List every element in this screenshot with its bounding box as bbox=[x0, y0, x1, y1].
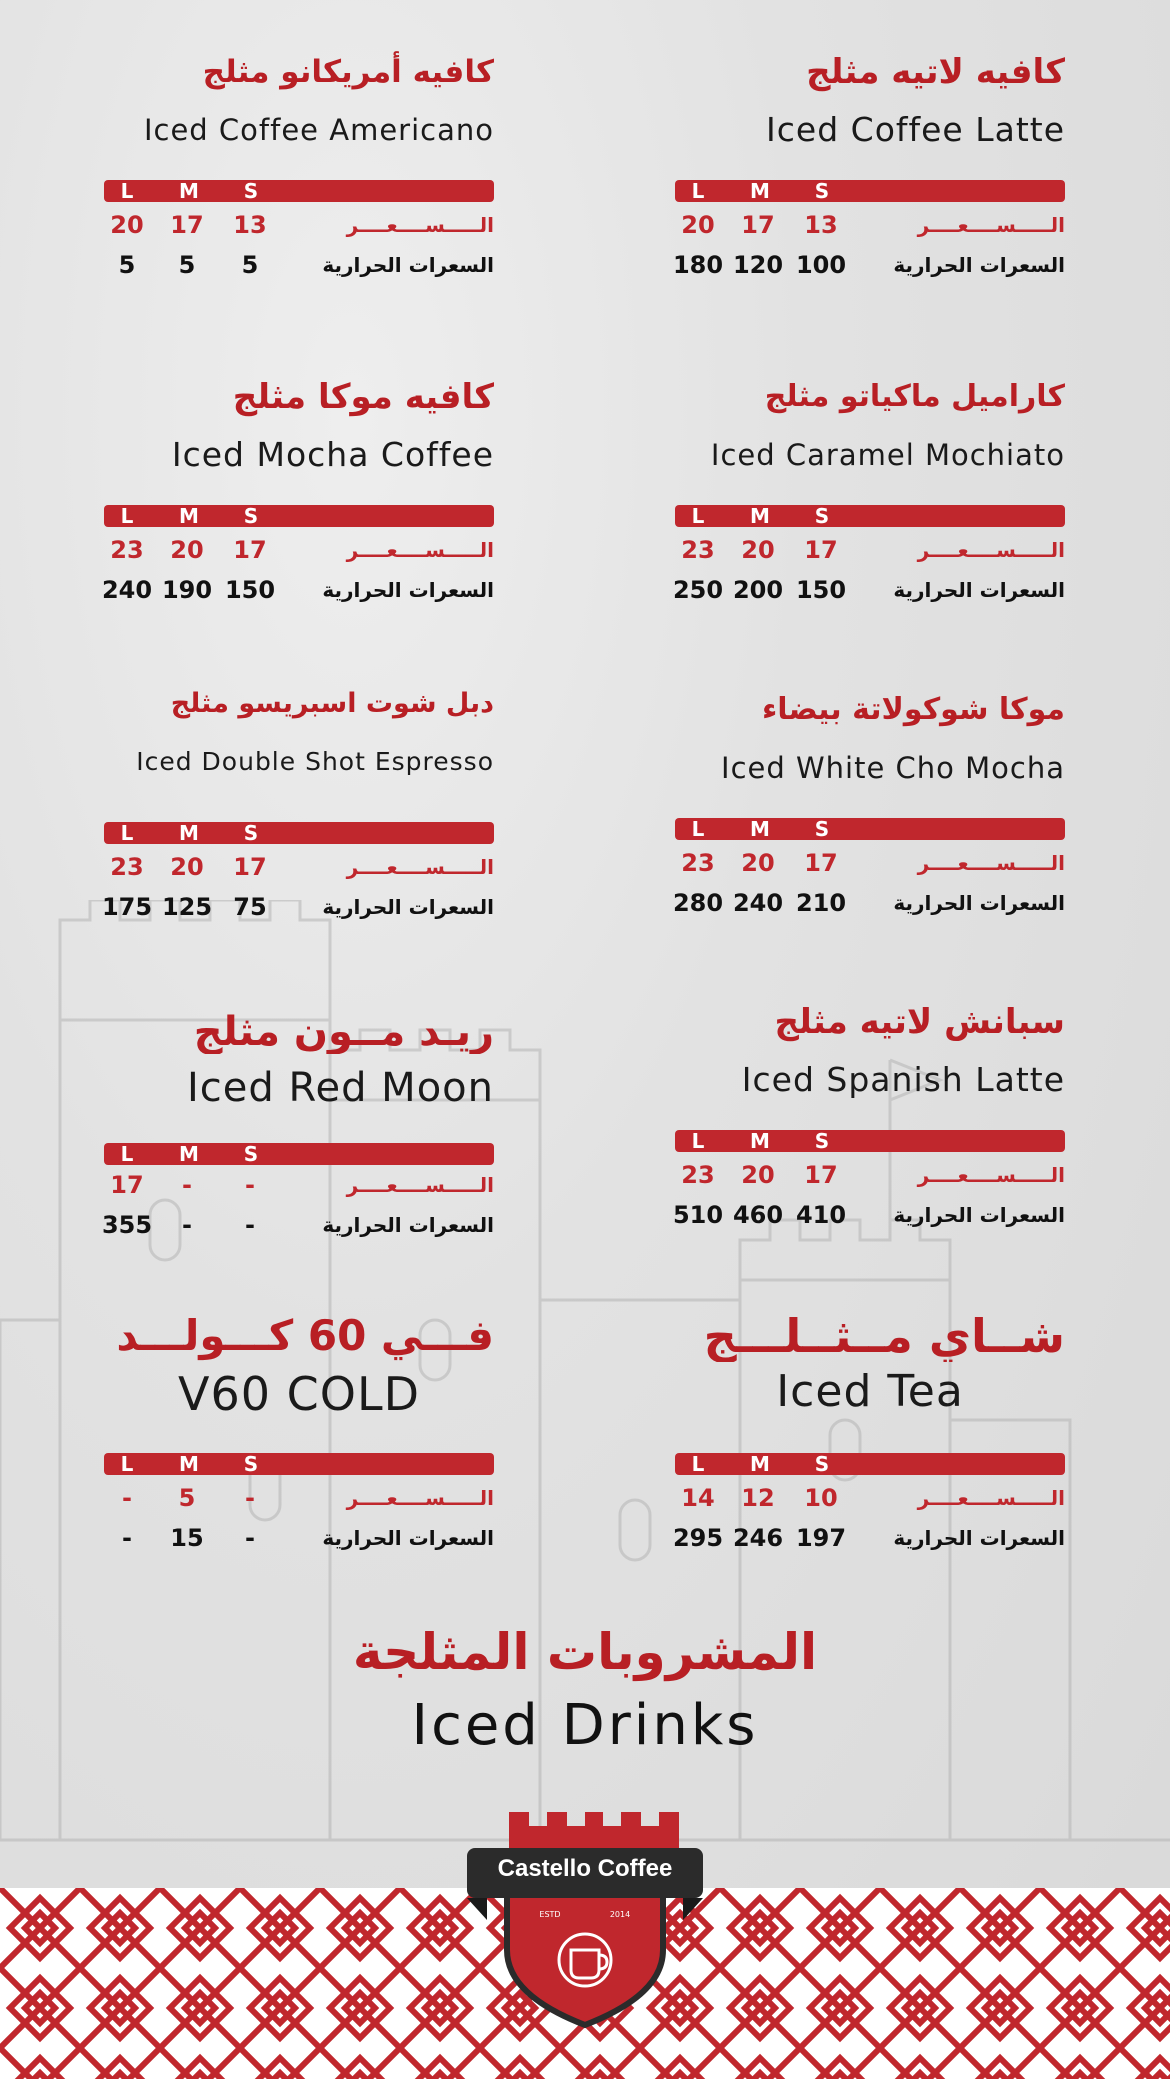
price-label: الـــــســــعــــر bbox=[346, 1173, 494, 1197]
size-l-label: L bbox=[120, 504, 134, 528]
section-title-en: Iced Drinks bbox=[411, 1693, 759, 1758]
size-l-label: L bbox=[691, 504, 705, 528]
price-m: - bbox=[182, 1171, 192, 1199]
size-l-label: L bbox=[120, 1452, 134, 1476]
size-l-label: L bbox=[120, 179, 134, 203]
calories-label: السعرات الحرارية bbox=[322, 895, 494, 919]
menu-item-iced-mocha-coffee bbox=[101, 375, 494, 635]
menu-item-iced-coffee-americano bbox=[104, 50, 494, 310]
size-l-label: L bbox=[691, 1452, 705, 1476]
price-label: الـــــســــعــــر bbox=[346, 538, 494, 562]
size-m-label: M bbox=[750, 179, 770, 203]
item-name-en: Iced Red Moon bbox=[186, 1065, 494, 1111]
item-name-ar: شــاي مــثــلـــج bbox=[703, 1310, 1065, 1362]
calories-label: السعرات الحرارية bbox=[893, 578, 1065, 602]
size-s-label: S bbox=[814, 1129, 830, 1153]
item-name-ar: موكا شوكولاتة بيضاء bbox=[761, 692, 1065, 727]
price-s: 10 bbox=[804, 1484, 838, 1512]
size-bar bbox=[675, 180, 1065, 202]
size-bar bbox=[675, 1130, 1065, 1152]
calories-l: 355 bbox=[101, 1211, 153, 1239]
menu-item-v60-cold bbox=[104, 1310, 494, 1570]
item-name-en: V60 COLD bbox=[178, 1367, 420, 1421]
price-m: 12 bbox=[741, 1484, 775, 1512]
item-name-ar: كافيه موكا مثلج bbox=[232, 377, 494, 417]
calories-m: 200 bbox=[732, 576, 784, 604]
price-m: 20 bbox=[170, 536, 204, 564]
calories-s: 75 bbox=[233, 893, 267, 921]
calories-l: 510 bbox=[672, 1201, 724, 1229]
calories-s: 210 bbox=[795, 889, 847, 917]
logo-estd-label: ESTD bbox=[539, 1910, 561, 1919]
price-label: الـــــســــعــــر bbox=[917, 1486, 1065, 1510]
menu-item-iced-tea bbox=[672, 1310, 1065, 1570]
item-name-ar: دبل شوت اسبريسو مثلج bbox=[170, 688, 494, 719]
calories-s: 150 bbox=[795, 576, 847, 604]
size-bar bbox=[104, 1453, 494, 1475]
calories-m: 120 bbox=[732, 251, 784, 279]
calories-m: 246 bbox=[732, 1524, 784, 1552]
item-name-ar: سبانش لاتيه مثلج bbox=[774, 1002, 1065, 1042]
calories-m: 240 bbox=[732, 889, 784, 917]
price-label: الـــــســــعــــر bbox=[346, 1486, 494, 1510]
size-m-label: M bbox=[750, 1452, 770, 1476]
calories-s: - bbox=[245, 1211, 255, 1239]
price-l: 17 bbox=[110, 1171, 144, 1199]
item-name-en: Iced Spanish Latte bbox=[741, 1060, 1065, 1099]
price-l: 14 bbox=[681, 1484, 715, 1512]
size-l-label: L bbox=[691, 179, 705, 203]
price-label: الـــــســــعــــر bbox=[917, 851, 1065, 875]
calories-m: - bbox=[182, 1211, 192, 1239]
item-name-en: Iced Double Shot Espresso bbox=[136, 747, 494, 776]
size-m-label: M bbox=[179, 504, 199, 528]
price-s: 17 bbox=[804, 849, 838, 877]
calories-label: السعرات الحرارية bbox=[322, 1213, 494, 1237]
size-s-label: S bbox=[814, 817, 830, 841]
logo-brand-name: Castello Coffee bbox=[497, 1855, 673, 1882]
calories-label: السعرات الحرارية bbox=[322, 253, 494, 277]
calories-l: 240 bbox=[101, 576, 153, 604]
price-l: 23 bbox=[110, 536, 144, 564]
price-s: 13 bbox=[804, 211, 838, 239]
menu-item-iced-coffee-latte bbox=[672, 50, 1065, 310]
price-l: 23 bbox=[681, 536, 715, 564]
item-name-en: Iced Coffee Latte bbox=[766, 110, 1065, 149]
price-m: 17 bbox=[741, 211, 775, 239]
size-m-label: M bbox=[179, 1142, 199, 1166]
size-s-label: S bbox=[243, 1142, 259, 1166]
calories-label: السعرات الحرارية bbox=[893, 891, 1065, 915]
size-m-label: M bbox=[179, 179, 199, 203]
price-m: 20 bbox=[741, 849, 775, 877]
size-m-label: M bbox=[179, 821, 199, 845]
size-bar bbox=[104, 1143, 494, 1165]
price-m: 20 bbox=[741, 536, 775, 564]
size-s-label: S bbox=[243, 1452, 259, 1476]
price-label: الـــــســــعــــر bbox=[917, 538, 1065, 562]
size-s-label: S bbox=[814, 179, 830, 203]
calories-m: 460 bbox=[732, 1201, 784, 1229]
size-s-label: S bbox=[814, 1452, 830, 1476]
calories-s: 410 bbox=[795, 1201, 847, 1229]
calories-s: 197 bbox=[795, 1524, 847, 1552]
calories-s: 150 bbox=[224, 576, 276, 604]
calories-l: - bbox=[122, 1524, 132, 1552]
price-label: الـــــســــعــــر bbox=[917, 213, 1065, 237]
menu-item-iced-caramel-mochiato bbox=[672, 375, 1065, 635]
size-s-label: S bbox=[243, 821, 259, 845]
price-s: 13 bbox=[233, 211, 267, 239]
size-bar bbox=[675, 818, 1065, 840]
price-s: 17 bbox=[804, 536, 838, 564]
size-m-label: M bbox=[179, 1452, 199, 1476]
size-m-label: M bbox=[750, 504, 770, 528]
menu-item-iced-spanish-latte bbox=[672, 1000, 1065, 1260]
size-s-label: S bbox=[243, 179, 259, 203]
price-l: 23 bbox=[110, 853, 144, 881]
price-m: 20 bbox=[741, 1161, 775, 1189]
castello-coffee-logo bbox=[467, 1800, 703, 2030]
size-l-label: L bbox=[691, 1129, 705, 1153]
calories-l: 280 bbox=[672, 889, 724, 917]
item-name-en: Iced Caramel Mochiato bbox=[710, 438, 1065, 472]
price-label: الـــــســــعــــر bbox=[346, 855, 494, 879]
calories-l: 295 bbox=[672, 1524, 724, 1552]
item-name-en: Iced White Cho Mocha bbox=[721, 751, 1065, 785]
price-s: - bbox=[245, 1171, 255, 1199]
price-m: 20 bbox=[170, 853, 204, 881]
menu-item-iced-double-shot-espresso bbox=[101, 682, 494, 942]
size-m-label: M bbox=[750, 1129, 770, 1153]
calories-label: السعرات الحرارية bbox=[893, 253, 1065, 277]
calories-label: السعرات الحرارية bbox=[322, 578, 494, 602]
calories-l: 180 bbox=[672, 251, 724, 279]
item-name-en: Iced Coffee Americano bbox=[143, 113, 494, 147]
size-bar bbox=[104, 180, 494, 202]
logo-year-label: 2014 bbox=[609, 1910, 631, 1919]
calories-label: السعرات الحرارية bbox=[893, 1526, 1065, 1550]
size-bar bbox=[675, 505, 1065, 527]
calories-s: - bbox=[245, 1524, 255, 1552]
price-l: 20 bbox=[110, 211, 144, 239]
size-m-label: M bbox=[750, 817, 770, 841]
calories-m: 5 bbox=[178, 251, 196, 279]
item-name-en: Iced Tea bbox=[776, 1366, 964, 1417]
item-name-ar: كافيه لاتيه مثلج bbox=[806, 52, 1065, 92]
price-label: الـــــســــعــــر bbox=[346, 213, 494, 237]
price-m: 17 bbox=[170, 211, 204, 239]
item-name-ar: فـــي 60 كـــولـــد bbox=[116, 1311, 494, 1360]
price-l: 23 bbox=[681, 1161, 715, 1189]
calories-label: السعرات الحرارية bbox=[322, 1526, 494, 1550]
price-l: 20 bbox=[681, 211, 715, 239]
size-bar bbox=[104, 505, 494, 527]
calories-l: 175 bbox=[101, 893, 153, 921]
price-label: الـــــســــعــــر bbox=[917, 1163, 1065, 1187]
menu-item-iced-white-cho-mocha bbox=[672, 688, 1065, 948]
price-m: 5 bbox=[178, 1484, 196, 1512]
size-s-label: S bbox=[814, 504, 830, 528]
price-l: 23 bbox=[681, 849, 715, 877]
calories-s: 100 bbox=[795, 251, 847, 279]
price-s: - bbox=[245, 1484, 255, 1512]
menu-item-iced-red-moon bbox=[101, 1010, 494, 1270]
price-s: 17 bbox=[233, 853, 267, 881]
price-s: 17 bbox=[233, 536, 267, 564]
size-l-label: L bbox=[120, 1142, 134, 1166]
calories-m: 15 bbox=[170, 1524, 204, 1552]
item-name-ar: ريـد مــون مثلج bbox=[193, 1010, 494, 1054]
calories-m: 125 bbox=[161, 893, 213, 921]
section-title-ar: المشروبات المثلجة bbox=[352, 1623, 818, 1681]
calories-l: 5 bbox=[118, 251, 136, 279]
item-name-en: Iced Mocha Coffee bbox=[171, 435, 494, 474]
calories-s: 5 bbox=[241, 251, 259, 279]
size-s-label: S bbox=[243, 504, 259, 528]
size-bar bbox=[104, 822, 494, 844]
size-bar bbox=[675, 1453, 1065, 1475]
calories-m: 190 bbox=[161, 576, 213, 604]
item-name-ar: كافيه أمريكانو مثلج bbox=[202, 54, 494, 90]
size-l-label: L bbox=[691, 817, 705, 841]
price-l: - bbox=[122, 1484, 132, 1512]
calories-label: السعرات الحرارية bbox=[893, 1203, 1065, 1227]
calories-l: 250 bbox=[672, 576, 724, 604]
size-l-label: L bbox=[120, 821, 134, 845]
item-name-ar: كاراميل ماكياتو مثلج bbox=[764, 379, 1065, 414]
price-s: 17 bbox=[804, 1161, 838, 1189]
